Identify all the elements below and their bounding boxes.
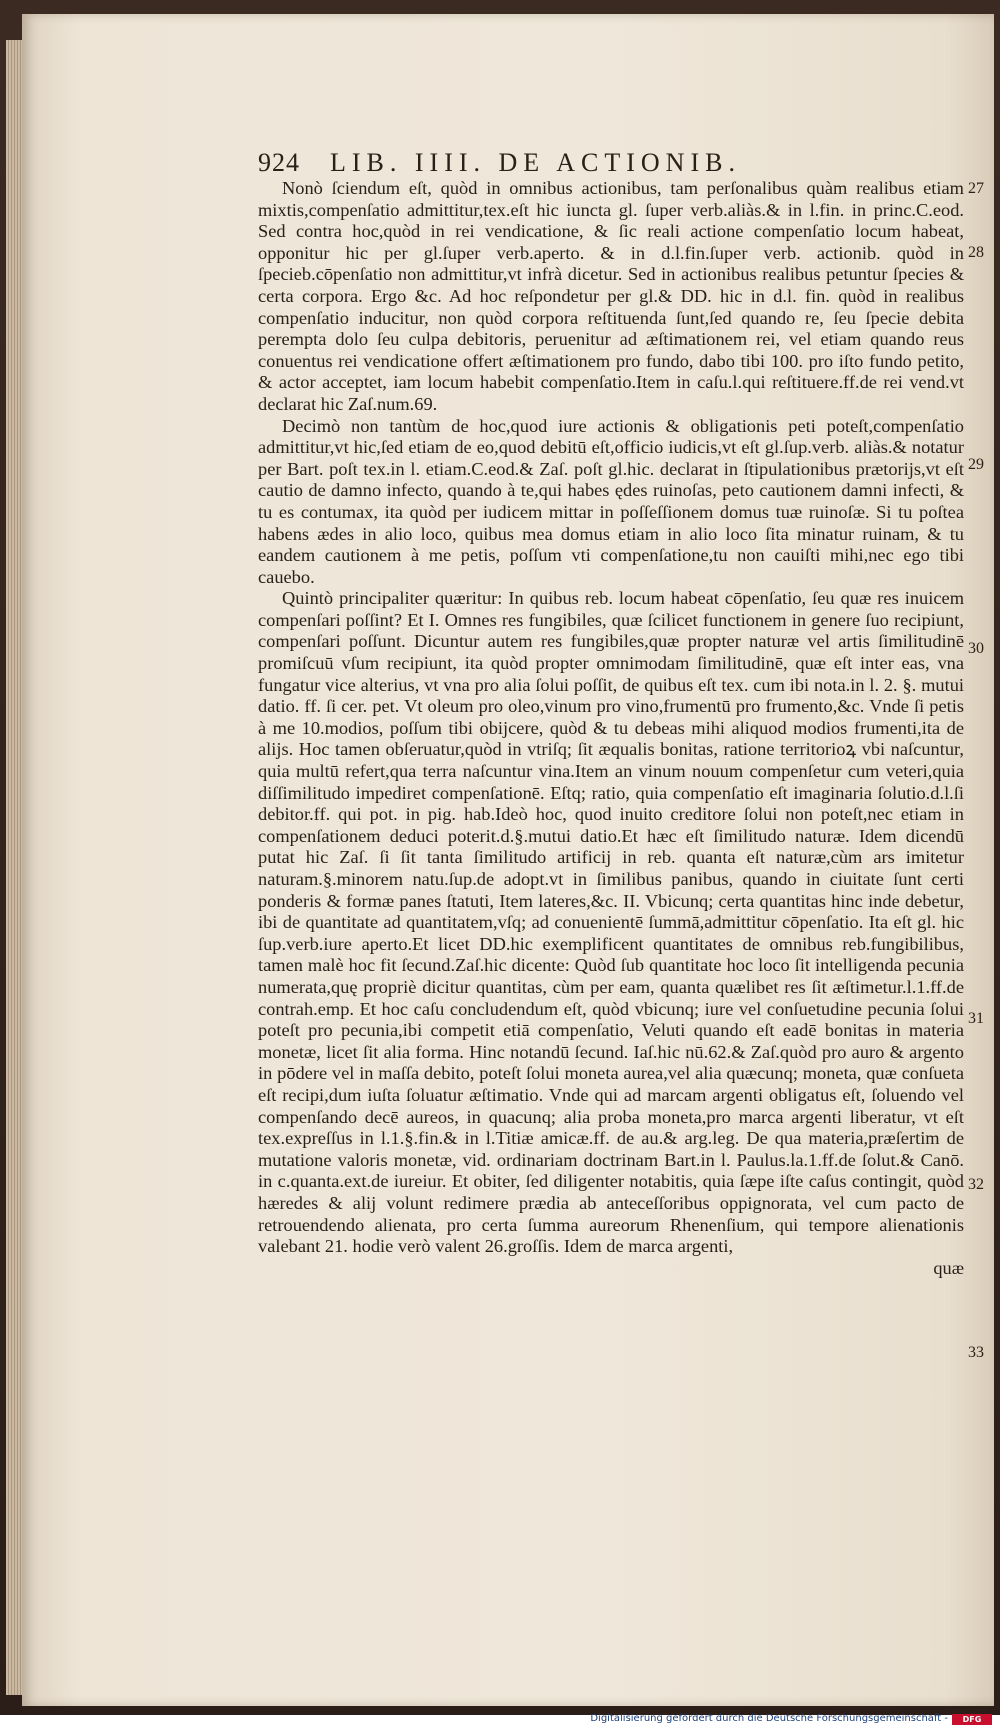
digitization-footer: [0, 1715, 1000, 1726]
marginal-number-33: 33: [968, 1344, 984, 1361]
marginal-number-32: 32: [968, 1176, 984, 1193]
dfg-logo-icon: DFG: [952, 1714, 992, 1725]
paragraph-nono: Nonò ſciendum eſt, quòd in omnibus actionibus, tam perſonalibus quàm realibus etiam mixtis,compenſatio admittitur,tex.eſt hic iuncta gl. ſuper verb.aliàs.& in l.fin. in princ.C.eod. Sed contra hoc,quòd in rei vendicatione, & ſic reali actione compenſatio locum habeat, opponitur hic per gl.ſuper verb.aperto. & in d.l.fin.ſuper verb. actionib. quòd in ſpecieb.cōpenſatio non admittitur,vt infrà dicetur. Sed in actionibus realibus petuntur ſpecies & certa corpora. Ergo &c. Ad hoc reſpondetur per gl.& DD. hic in d.l. fin. quòd in realibus compenſatio inducitur, non quòd corpora reſtituenda ſunt,ſed quando re, ſeu ſpecie debita perempta dolo ſeu culpa debitoris, peruenitur ad æſtimationem rei, vel etiam quando reus conuentus rei vendicatione offert æſtimationem pro fundo, dabo tibi 100. pro iſto fundo petito, & actor acceptet, iam locum habebit compenſatio.Item in caſu.l.qui reſtituere.ff.de rei vend.vt declarat hic Zaſ.num.69.: [258, 178, 964, 414]
page-header: [258, 148, 898, 178]
running-title: LIB. IIII. DE ACTIONIB.: [330, 148, 741, 177]
paragraph-quinto: Quintò principaliter quæritur: In quibus reb. locum habeat cōpenſatio, ſeu quæ res inuicem compenſari poſſint? Et I. Omnes res fungibiles, quæ ſcilicet functionem in genere ſuo recipiunt, compenſari poſſunt. Dicuntur autem res fungibiles,quæ propter naturæ vel artis ſimilitudinē promiſcuū vſum recipiunt, ita quòd propter omnimodam ſimilitudinē, quæ eſt inter eas, vna fungatur vice alterius, vt vna pro alia ſolui poſſit, de quibus eſt tex. cum ibi nota.in l. 2. §. mutui datio. ff. ſi cer. pet. Vt oleum pro oleo,vinum pro vino,frumentū pro frumento,&c. Vnde ſi petis à me 10.modios, poſſum tibi obijcere, quòd & tu debeas mihi aliquod modios frumenti,ita de alijs. Hoc tamen obſeruatur,quòd in vtriſq; ſit æqualis bonitas, ratione territorioꝝ vbi naſcuntur, quia multū refert,qua terra naſcuntur vina.Item an vinum nouum compenſetur cum veteri,quia diſſimilitudo impediret compenſationē. Eſtq; ratio, quia compenſatio eſt imaginaria ſolutio.d.l.ſi debitor.ff. qui pot. in pig. hab.Ideò hoc, quod inuito creditore ſolui non poteſt,nec etiam in compenſationem deduci poterit.d.§.mutui datio.Et hæc eſt ſimilitudo naturæ. Idem dicendū putat hic Zaſ. ſi ſit tanta ſimilitudo artificij in reb. quanta eſt naturæ,cùm ars imitetur naturam.§.minorem natu.ſup.de adopt.vt in ſimilibus panibus, quando in ciuitate ſunt certi ponderis & formæ panes ſtatuti, Item lateres,&c. II. Vbicunq; certa quantitas hinc inde debetur, ibi de quantitate ad quantitatem,vſq; ad conuenientē ſummā,admittitur cōpenſatio. Ita eſt gl. hic ſup.verb.iure aperto.Et licet DD.hic exemplificent quantitates de omnibus reb.fungibilibus, tamen malè hoc fit ſecund.Zaſ.hic dicente: Quòd ſub quantitate hoc loco ſit intelligenda pecunia numerata,quę propriè dicitur quantitas, cùm per eam, quanta quælibet res ſit æſtimetur.l.1.ff.de contrah.emp. Et hoc caſu concludendum eſt, quòd vbicunq; iure vel conſuetudine pecunia ſolui poteſt pro pecunia,ibi competit etiā compenſatio, Veluti quando eſt eadē bonitas in materia monetæ, licet ſit alia forma. Hinc notandū ſecund. Iaſ.hic nū.62.& Zaſ.quòd pro auro & argento in pōdere vel in maſſa debito, poteſt ſolui moneta aurea,vel alia quæcunq; moneta, quæ conſueta eſt recipi,dum iuſta ſoluatur æſtimatio. Vnde qui ad marcam argenti obligatus eſt, ſoluendo vel compenſando decē aureos, in quacunq; alia proba moneta,pro marca argenti liberatur, vt eſt tex.expreſſus in l.1.§.fin.& in l.Titiæ amicæ.ff. de au.& arg.leg. De qua materia,præſertim de mutatione valoris monetæ, vid. ordinariam doctrinam Bart.in l. Paulus.la.1.ff.de ſolut.& Canō. in c.quanta.ext.de iureiur. Et obiter, ſed diligenter notabitis, quia ſæpe iſte caſus contingit, quòd hæredes & alij volunt redimere prædia ab anteceſſoribus oppignorata, vel cum pacto de retrouendendo alienata, pro certa ſumma aureorum Rhenenſium, qui tempore alienationis valebant 21. hodie verò valent 26.groſſis. Idem de marca argenti,: [258, 588, 964, 1257]
marginal-number-28: 28: [968, 244, 984, 261]
main-text: [258, 178, 964, 1279]
catchword: quæ: [933, 1257, 964, 1278]
marginal-number-30: 30: [968, 640, 984, 657]
funding-credit: Digitalisierung gefördert durch die Deutsche Forschungsgemeinschaft -: [590, 1713, 948, 1724]
marginal-number-27: 27: [968, 180, 984, 197]
marginal-number-29: 29: [968, 456, 984, 473]
paragraph-decimo: Decimò non tantùm de hoc,quod iure actionis & obligationis peti poteſt,compenſatio admittitur,vt hic,ſed etiam de eo,quod debitū eſt,officio iudicis,vt eſt gl.ſup.verb. aliàs.& notatur per Bart. poſt tex.in l. etiam.C.eod.& Zaſ. poſt gl.hic. declarat in ſtipulationibus prætorijs,vt eſt cautio de damno infecto, quando à te,qui habes ędes ruinoſas, peto cautionem damni infecti, & tu es contumax, ita quòd per iudicem mittar in poſſeſſionem domus tuæ ruinoſæ. Si tu poſtea habens ædes in alio loco, quibus mea domus etiam in alio loco ſita minatur ruinam, & tu eandem cautionem à me petis, poſſum vti compenſatione,tu non cauiſti mihi,nec ego tibi cauebo.: [258, 415, 964, 587]
marginal-number-31: 31: [968, 1010, 984, 1027]
page-number: 924: [258, 148, 300, 177]
